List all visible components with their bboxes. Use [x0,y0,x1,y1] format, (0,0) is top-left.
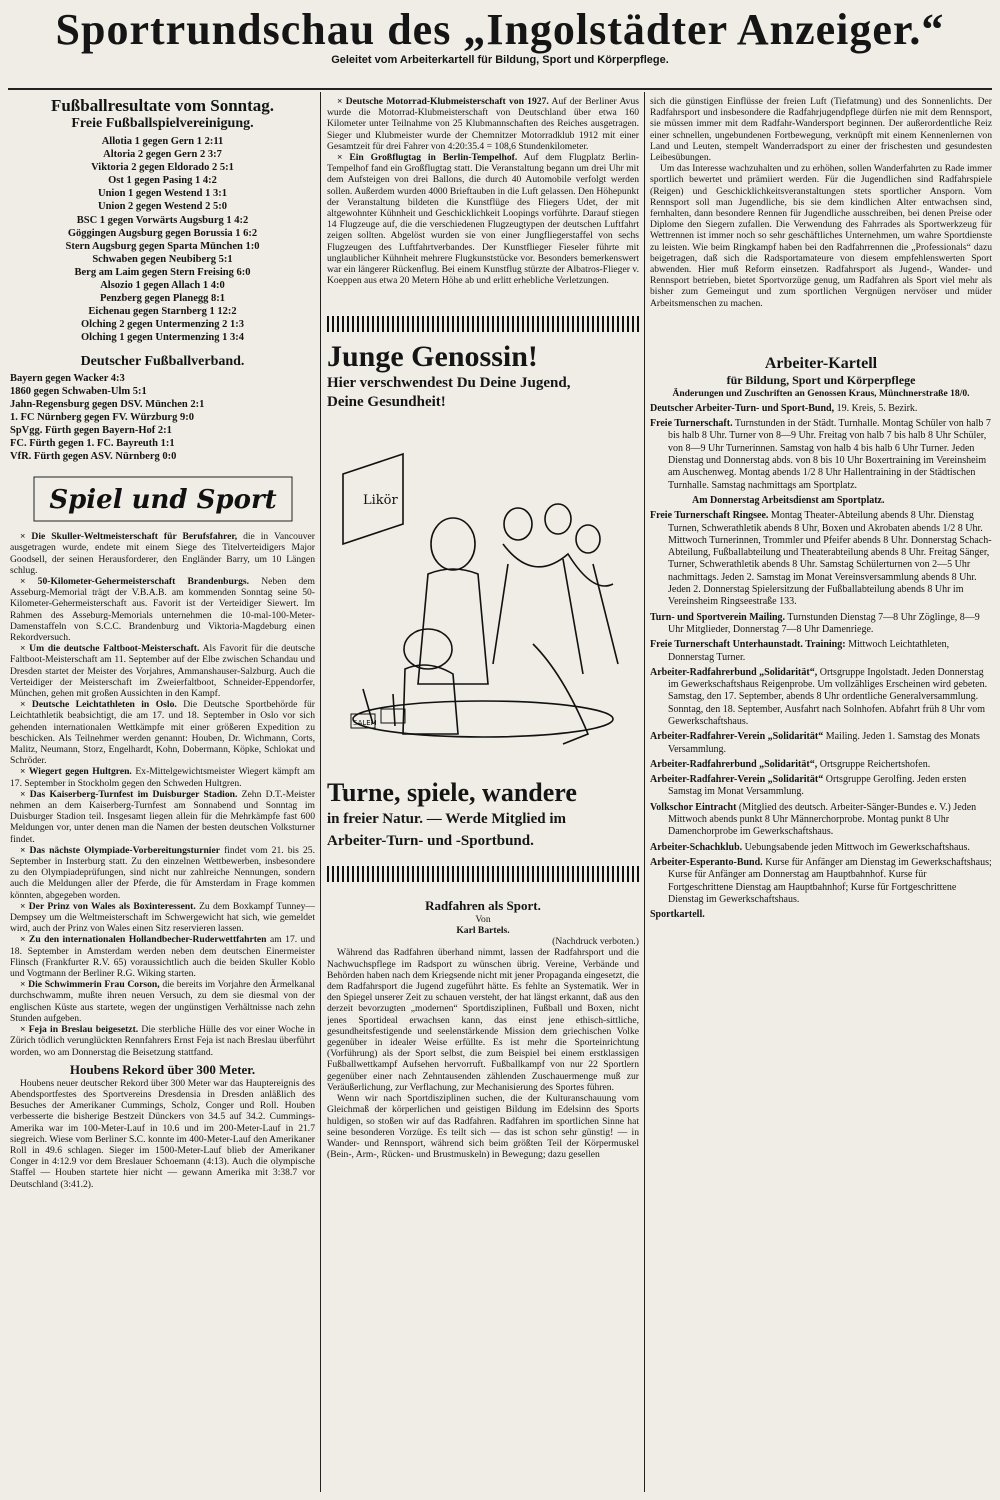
result-line: Penzberg gegen Planegg 8:1 [99,293,226,305]
result-line: Alsozio 1 gegen Allach 1 4:0 [100,280,225,292]
news-item-lead: × Deutsche Leichtathleten in Oslo. [20,699,177,711]
newspaper-subtitle: Geleitet vom Arbeiterkartell für Bildung, Sport und Körperpflege. [331,54,669,66]
result-line: Schwaben gegen Neubiberg 5:1 [92,253,233,265]
club-entry-name: Sportkartell. [650,909,705,921]
result-line: 1. FC Nürnberg gegen FV. Würzburg 9:0 [10,411,194,423]
club-entry-name: Freie Turnerschaft Ringsee. [650,510,769,522]
cycling-article-author: Karl Bartels. [456,925,510,937]
column-left [10,96,315,1190]
free-football-subheading: Freie Fußballspielvereinigung. [71,116,254,131]
cycling-article-continued-2: Um das Interesse wachzuhalten und zu erhöhen, sollen Wanderfahrten zu Rade immer sportlich bewertet und prämiiert werden. Für die Jugendlichen sind Radfahrspiele (Reigen) und Geschicklichkeitsveranstaltungen stets sportlicher Ansporn. Vom Rennsport soll man Jugendliche, bis sie dem kindlichen Alter entwachsen sind, fernhalten, dann besondere Rennen für Jugendliche ausschreiben, bei denen Preise oder Diplome den Siegern zufallen. Die Verwendung des Fahrrades als Sportwerkzeug für Wettrennen ist immer noch so sehr geschäftliches Unternehmen, um wahre Sportdienste zu leisten. Wie beim Ringkampf haben bei den Radfahrrennen die „Professionals“ dazu beigetragen, daß sich die Radsportamateure von diesem empfehlenswerten Sport abwenden. Hier muß Reform einsetzen. Radfahrsport als Jugend-, Wander- und Rennsport betrieben, bietet Sportvorzüge genug, um Radfahren als Sport viel mehr als bisher zum Gemeingut und zum sportlichen Vergnügen nervöser und müder Arbeitsmenschen zu machen. [650,163,992,309]
ad-middle-line: Turne, spiele, wandere [327,778,577,808]
houben-text: Houbens neuer deutscher Rekord über 300 Meter war das Hauptereignis des Abendsportfestes des Sportvereins Dresdensia in Dresden anläßlich des Besuches der Amerikaner Cummings, Scholz, Conger und Roll. Houben verbesserte die bisherige Bestzeit Dünckers von 34.5 auf 34.2. Cummings-Amerika war im 100-Meter-Lauf in 10.6 und im 200-Meter-Lauf in 21.7 siegreich. Wiese vom Berliner S.C. konnte im 400-Meter-Lauf den Amerikaner Roll in 49.6 schlagen. Sieger im 1500-Meter-Lauf blieb der Amerikaner Conger in 4:12.9 vor dem Breslauer Schoemann (4:13). Auch die olympische Staffel — Houben startete hier nicht — gewann Amerika mit 3:38.7 vor Deutschland (3:41.2). [10,1077,315,1190]
club-entry-text: Mittwoch Leichtathleten, Donnerstag Turner. [668,639,950,663]
club-entry-name: Freie Turnerschaft Unterhaunstadt. Training: [650,639,846,651]
result-line: Stern Augsburg gegen Sparta München 1:0 [65,240,260,252]
spiel-und-sport-logo [10,473,315,525]
result-line: Olching 2 gegen Untermenzing 2 1:3 [80,319,245,331]
result-line: 1860 gegen Schwaben-Ulm 5:1 [10,385,147,397]
club-entry-name: Arbeiter-Esperanto-Bund. [650,856,763,868]
houben-heading: Houbens Rekord über 300 Meter. [69,1061,256,1077]
news-item [10,576,315,643]
club-entry-name: Arbeiter-Radfahrerbund „Solidarität“, [650,758,818,770]
news-item-text: am 17. und 18. September in Amsterdam werden neben dem deutschen Einermeister Flinsch (Frankfurter R.V. 65) voraussichtlich auch die beiden Skuller Koblo und Vogtmann der Berliner R.G. Wiking starten. [10,934,315,980]
club-entry [650,639,992,664]
news-item-text: Als Favorit für die deutsche Faltboot-Meisterschaft am 11. September auf der Elbe zwischen Schandau und Dresden startet der Meister des Vorjahres, Ammanshauser-Salzburg. Auch die Verteidiger der Meisterschaft im Zweierfaltboot, Schneider-Eppendorfer, München, gehen mit großen Aussichten in den Kampf. [10,643,315,699]
football-results-heading: Fußballresultate vom Sonntag. [50,96,275,115]
club-entry [650,667,992,728]
news-item [10,766,315,788]
news-items-middle [327,96,639,286]
club-entry [650,909,992,921]
cycling-article-by: Von [475,914,491,926]
club-entry-text: Montag Theater-Abteilung abends 8 Uhr. Dienstag Turnen, Schwerathletik abends 8 Uhr, Boxen und Akrobaten abends 1/2 8 Uhr. Mittwoch Turnerinnen, Trommler und Pfeifer abends 8 Uhr. Donnerstag Schach-Abteilung, Fußballabteilung und Theaterabteilung abends 8 Uhr. Freitag Sänger, Turner, Schwerathletik abends 8 Uhr. Samstag Schülerturnen von 2—5 Uhr nachmittags. Jeden 2. Samstag im Monat Vereinsversammlung abends 8 Uhr. Jeden 2. Donnerstag Spielersitzung der Fußballabteilung abends 8 Uhr im Vereinsheim Ringseestraße 133. [668,510,992,608]
club-entry [650,418,992,507]
free-results-list [10,135,315,345]
masthead [0,6,1000,66]
party-illustration [333,434,633,764]
cycling-article-title: Radfahren als Sport. [425,898,541,914]
club-entry [650,403,992,415]
news-item-lead: × Der Prinz von Wales als Boxinteressent. [20,900,196,912]
illustration-box-text: SALEM [353,719,377,728]
news-item [10,789,315,845]
newspaper-title: Sportrundschau des „Ingolstädter Anzeiger.“ [55,5,945,54]
ad-line-1: Hier verschwendest Du Deine Jugend, [327,375,571,392]
column-right [650,96,992,924]
news-items-left [10,531,315,1058]
news-item-text: Auf der Berliner Avus wurde die Motorrad-Klubmeisterschaft von Deutschland über etwa 160 Kilometer unter Teilnahme von 25 Klubmannschaften des Reiches ausgetragen. Sieger und Klubmeister wurde der Chemnitzer Motorradklub 1912 mit einer Gesamtzeit für drei Fahrer von 4:20:35.4 = 108,6 Stundenkilometer. [327,96,639,152]
club-entry-text: Turnstunden in der Städt. Turnhalle. Montag Schüler von halb 7 bis halb 8 Uhr. Turner von 8—9 Uhr. Freitag von halb 7 bis halb 8 Uhr Schüler, von 8—9 Uhr Turnerinnen. Samstag von halb 4 bis halb 6 Uhr Turner. Jeden Dienstag und Donnerstag abds. von 8 bis 10 Uhr Boxertraining im Vereinsheim am Auschenweg. Montag abends 1/2 8 Uhr Hallentraining in der Städtischen Turnhalle. Samstag nachmittags am Sportplatz. [668,418,991,491]
club-entry-name: Deutscher Arbeiter-Turn- und Sport-Bund, [650,402,835,414]
result-line: Union 2 gegen Westend 2 5:0 [97,201,228,213]
news-item [10,845,315,901]
kartell-note: Änderungen und Zuschriften an Genossen Kraus, Münchnerstraße 18/0. [672,387,970,399]
top-rule [8,88,992,90]
club-entry-extra: Am Donnerstag Arbeitsdienst am Sportplatz. [692,494,885,506]
club-entry-text: Mailing. Jeden 1. Samstag des Monats Versammlung. [668,731,980,755]
news-item [327,152,639,286]
cycling-article-continued: sich die günstigen Einflüsse der freien Luft (Tiefatmung) und des Sonnenlichts. Der Radfahrsport und insbesondere die Radfahrjugendpflege dürfen nie mit dem Rennsport, sie müssen immer mit dem Radfahr-Wandersport beginnen. Der außerordentliche Reiz einer schnellen, ungebundenen Fortbewegung, verknüpft mit einem Kennenlernen von Land und Leuten, stempelt Wanderradsport zu einer der frischesten und gesundesten Leibesübungen. [650,96,992,164]
news-item-lead: × Die Skuller-Weltmeisterschaft für Berufsfahrer, [20,531,238,543]
news-item [10,1024,315,1058]
ad-line-3: in freier Natur. — Werde Mitglied im [327,811,566,828]
club-entry-name: Arbeiter-Radfahrer-Verein „Solidarität“ [650,774,824,786]
news-item-lead: × Wiegert gegen Hultgren. [20,766,132,778]
column-divider-2 [644,92,645,1492]
column-divider-1 [320,92,321,1492]
club-entries [650,403,992,922]
cycling-article-note: (Nachdruck verboten.) [552,936,639,948]
news-item-lead: × Um die deutsche Faltboot-Meisterschaft. [20,643,200,655]
decorative-bar-bottom [327,866,639,882]
sport-logo-text: Spiel und Sport [48,485,277,516]
news-item-lead: × Das nächste Olympiade-Vorbereitungsturnier [20,844,220,856]
result-line: Göggingen Augsburg gegen Borussia 1 6:2 [67,227,258,239]
result-line: Altoria 2 gegen Gern 2 3:7 [103,149,222,161]
news-item-lead: × 50-Kilometer-Gehermeisterschaft Brandenburgs. [20,575,250,587]
club-entry-name: Turn- und Sportverein Mailing. [650,611,786,623]
kartell-title: Arbeiter-Kartell [764,354,878,372]
sport-logo-graphic [33,475,293,523]
result-line: Union 1 gegen Westend 1 3:1 [97,188,228,200]
news-item-text: Zehn D.T.-Meister nehmen an dem Kaiserberg-Turnfest am Sonnabend und Sonntag im Duisburger Stadion teil. Insgesamt liegen allein für die Mehrkämpfe fast 600 Meldungen vor, unter denen man die Namen der besten deutschen Volksturner findet. [10,788,315,845]
ad-line-4: Arbeiter-Turn- und -Sportbund. [327,833,534,850]
club-entry-name: Arbeiter-Schachklub. [650,841,743,853]
cycling-article-para-1: Während das Radfahren überhand nimmt, lassen der Radfahrsport und die Nachwuchspflege im Radsport zu wünschen übrig. Vereine, Verbände und Behörden haben nach dem Kriegsende nicht mit jener Propaganda eingesetzt, die dem Radfahrsport die Jugend zugeführt hätte. Es fehlte an Systematik. Wer in den Spiegel unserer Zeit zu schauen versteht, der hat längst erkannt, daß aus den derzeit bevorzugten „modernen“ Sportdisziplinen, Fußball und Boxen, nicht jenes Sportideal erwachsen kann, das einst jene ethisch-sittliche, gesundheitsfestigende und seelenstärkende Mission dem griechischen Volke gegenüber in idealer Weise erfüllte. Es ist mehr die Sporteinrichtung (Vorführung) als der Sport selbst, die zum Beispiel bei einem erstklassigen Fußballwettkampf Aufsehen hervorruft. Fußballkampf von nur 22 Sportlern gegenüber einer nach Zehntausenden zählenden Zuschauermenge muß zur Veräußerlichung, zur Verflachung, zur Mechanisierung des Sportes führen. [327,947,639,1093]
decorative-bar-top [327,316,639,332]
club-entry [650,842,992,854]
result-line: SpVgg. Fürth gegen Bayern-Hof 2:1 [10,424,172,436]
news-item-text: Die Deutsche Sportbehörde für Leichtathletik beabsichtigt, die am 17. und 18. September in Oslo vor sich gehenden internationalen Wettkämpfe mit einer größeren Expedition zu beschicken. Als Teilnehmer werden genannt: Houben, Dr. Wichmann, Corts, Malitz, Neumann, Storz, Engelhardt, Kohn, Dobermann, Köpke, Schlokat und Schröder. [10,699,315,767]
club-entry-name: Arbeiter-Radfahrer-Verein „Solidarität“ [650,731,824,743]
club-entry [650,510,992,608]
club-entry-text: Ortsgruppe Reichertshofen. [819,758,931,770]
news-item [327,96,639,152]
result-line: Ost 1 gegen Pasing 1 4:2 [108,175,217,187]
club-entry-text: Ortsgruppe Gerolfing. Jeden ersten Samstag im Monat Versammlung. [668,774,967,798]
news-item-lead: × Zu den internationalen Hollandbecher-Ruderwettfahrten [20,934,267,946]
club-entry-name: Volkschor Eintracht [650,801,737,813]
club-entry [650,857,992,906]
result-line: Allotia 1 gegen Gern 1 2:11 [101,136,224,147]
club-entry-text: Uebungsabende jeden Mittwoch im Gewerkschaftshaus. [744,841,970,853]
result-line: Berg am Laim gegen Stern Freising 6:0 [74,266,251,278]
kartell-subtitle: für Bildung, Sport und Körperpflege [726,372,916,387]
dfv-results-list [10,372,315,464]
club-entry-name: Arbeiter-Radfahrerbund „Solidarität“, [650,666,818,678]
club-entry [650,731,992,756]
news-item-lead: × Das Kaiserberg-Turnfest im Duisburger Stadion. [20,788,238,800]
news-item-text: die in Vancouver ausgetragen wurde, endete mit einem Siege des Titelverteidigers Major Goodsell, der seinen Herausforderer, den Engländer Barry, um 10 Längen schlug. [10,531,315,576]
news-item-text: Zu dem Boxkampf Tunney—Dempsey um die Weltmeisterschaft im Schwergewicht hat sich, wie gemeldet wird, auch der Prinz von Wales einen Sitz reservieren lassen. [10,900,315,935]
news-item-lead: × Ein Großflugtag in Berlin-Tempelhof. [337,152,518,164]
result-line: Olching 1 gegen Untermenzing 1 3:4 [80,332,245,344]
ad-line-2: Deine Gesundheit! [327,394,446,411]
club-entry [650,802,992,839]
club-entry [650,759,992,771]
news-item [10,934,315,979]
result-line: Bayern gegen Wacker 4:3 [10,372,125,384]
club-entry-text: Kurse für Anfänger am Dienstag im Gewerkschaftshaus; Kurse für Anfänger am Donnerstag am Hauptbahnhof. Kurse für Fortgeschrittene Dienstag am Hauptbahnhof; Kurse für Fortgeschrittene Dienstag im Gewerkschaftshaus. [668,856,992,905]
column-middle [327,96,639,1160]
news-item [10,699,315,766]
news-item-text: findet vom 21. bis 25. September in Insterburg statt. Zu den einzelnen Wettbewerben, insbesondere zu den Olympiadeprüfungen, sind nicht nur zahlreiche Nennungen, sondern auch die Meldungen aller der Pferde, die für Amsterdam in Frage kommen könnten, abgegeben worden. [10,844,315,901]
news-item-text: Die sterbliche Hülle des vor einer Woche in Zürich tödlich verunglückten Rennfahrers Ernst Feja ist nach Breslau überführt worden, wo am Donnerstag die Beisetzung stattfand. [10,1024,315,1058]
club-entry-text: 19. Kreis, 5. Bezirk. [836,402,918,414]
result-line: FC. Fürth gegen 1. FC. Bayreuth 1:1 [10,437,175,449]
news-item [10,901,315,935]
news-item-text: Neben dem Asseburg-Memorial trägt der V.B.A.B. am kommenden Sonntag seine 50-Kilometer-Gehermeisterschaft aus. Favorit ist der Verteidiger Siewert. Im Rahmen des Asseburg-Memorials unternehmen die 10-mal-100-Meter-Damenstaffeln von S.C.C. Brandenburg und Viktoria-Magdeburg einen Rekordversuch. [10,575,315,643]
illustration-sign-text: Likör [363,493,398,509]
news-item [10,531,315,576]
ad-title: Junge Genossin! [327,340,538,374]
news-item [10,643,315,699]
news-item-lead: × Deutsche Motorrad-Klubmeisterschaft von 1927. [337,96,549,107]
news-item-lead: × Die Schwimmerin Frau Corson, [20,979,160,991]
news-item-lead: × Feja in Breslau beigesetzt. [20,1024,139,1036]
club-entry [650,774,992,799]
club-entry-text: Ortsgruppe Ingolstadt. Jeden Donnerstag im Gewerkschaftshaus Reigenprobe. Um vollzähliges Erscheinen wird gebeten. Samstag, den 17. September, abends 8 Uhr ordentliche Generalversammlung. Sonntag, den 18. September, Ausfahrt nach Solnhofen. Abfahrt früh 8 Uhr vom Gewerkschaftshaus. [668,666,988,727]
result-line: Viktoria 2 gegen Eldorado 2 5:1 [91,162,234,174]
club-entry [650,612,992,637]
result-line: BSC 1 gegen Vorwärts Augsburg 1 4:2 [76,214,249,226]
dfv-heading: Deutscher Fußballverband. [80,353,245,369]
club-entry-text: Turnstunden Dienstag 7—8 Uhr Zöglinge, 8—9 Uhr Mitglieder, Donnerstag 7—8 Uhr Damenriege. [668,611,980,635]
result-line: VfR. Fürth gegen ASV. Nürnberg 0:0 [10,451,177,463]
cycling-article-para-2: Wenn wir nach Sportdisziplinen suchen, die der Kulturanschauung vom Gleichmaß der körperlichen und geistigen Bildung im Edelsinn des Sports huldigen, so stoßen wir auf das Radfahren. Radfahren im sportlichen Sinne hat seine besonderen Vorzüge. Es teilt sich — das ist schon sehr günstig! — in Wander- und Rennsport, während sich beim größten Teil der Körpermuskel (Bein-, Arm-, Rücken- und Brustmuskeln) in Bewegung; dazu gesellen [327,1093,639,1161]
news-item-text: Auf dem Flugplatz Berlin-Tempelhof fand ein Großflugtag statt. Die Veranstaltung begann um drei Uhr mit dem Aufsteigen von drei Ballons, die durch 40 Automobile verfolgt werden sollen. Außerdem wurden 4000 Brieftauben in die Luft gelassen. Den Höhepunkt der Veranstaltung bildeten die Kunstflüge des Fliegers Udet, der mit altgewohnter Kühnheit und Geschicklichkeit Loopings vorführte. Darauf stiegen 14 Flugzeuge auf, die die verschiedenen Flugzeugtypen der deutschen Luftfahrt zeigen sollten. Abgelöst wurden sie von einer Jungfliegerstaffel von sechs Flugzeugen des Luftfahrtverbandes. Der Kunstflieger Fieseler führte mit unglaublicher Kühnheit mehrere Flugkunststücke vor. Besonders bemerkenswert war ein längerer Rückenflug. Bei einem Kunstflug stürzte der Albatros-Flieger v. Koeppen aus etwa 20 Metern Höhe ab und erlitt erhebliche Verletzungen. [327,152,639,287]
news-item-text: die bereits im Vorjahre den Ärmelkanal durchschwamm, mußte ihren neuen Versuch, zu dem sie diesmal von der englischen Küste aus startete, wegen der ungünstigen Verhältnisse nach zehn Stunden aufgeben. [10,979,315,1024]
club-entry-name: Freie Turnerschaft. [650,418,733,430]
result-line: Jahn-Regensburg gegen DSV. München 2:1 [10,398,205,410]
result-line: Eichenau gegen Starnberg 1 12:2 [88,306,237,318]
news-item [10,979,315,1024]
news-item-text: Ex-Mittelgewichtsmeister Wiegert kämpft am 17. September in Stockholm gegen den Schweden Hultgren. [10,766,315,789]
club-entry-text: (Mitglied des deutsch. Arbeiter-Sänger-Bundes e. V.) Jeden Mittwoch abends punkt 8 Uhr Männerchorprobe. Montag punkt 8 Uhr Damenchorprobe im Gewerkschaftshaus. [668,801,977,838]
